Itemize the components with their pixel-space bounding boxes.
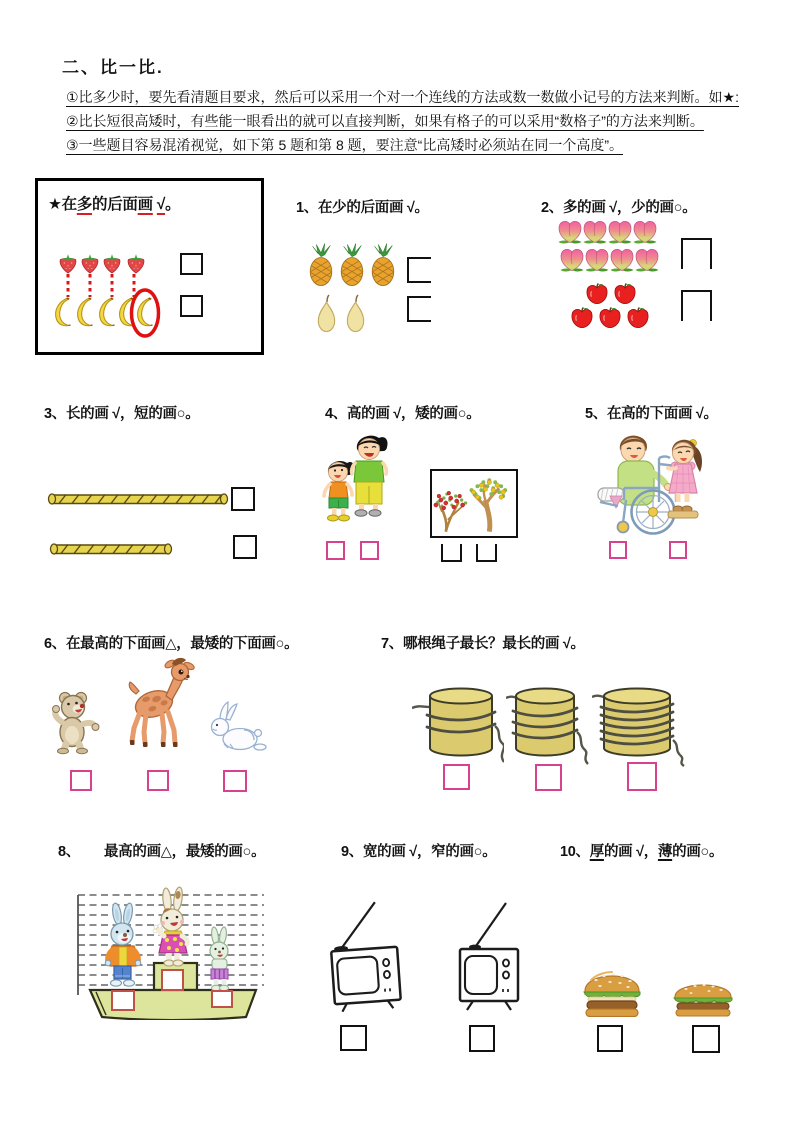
instruction-line-2: ②比长短很高矮时，有些能一眼看出的就可以直接判断，如果有格子的可以采用“数格子”的方法来判断。 — [66, 113, 704, 129]
apple-group — [566, 282, 656, 331]
answer-box[interactable] — [233, 535, 257, 559]
answer-box[interactable] — [535, 764, 562, 791]
rabbit-orange-jacket — [105, 902, 141, 986]
answer-box[interactable] — [180, 295, 203, 317]
answer-box[interactable] — [469, 1025, 495, 1052]
pear-icon — [318, 295, 334, 332]
answer-box[interactable] — [340, 1025, 367, 1051]
rabbit-striped-shorts — [210, 927, 229, 991]
two-boys-illustration — [320, 434, 390, 522]
question-2-label: 2、多的画 √，少的画○。 — [541, 200, 697, 216]
instruction-line-1: ①比多少时，要先看清题目要求，然后可以采用一个对一个连线的方法或数一数做小记号的方法来判断。如★: — [66, 89, 739, 105]
page-title: 二、比一比. — [62, 58, 164, 77]
example-star: ★ — [48, 196, 62, 213]
thick-hamburger-illustration — [582, 965, 642, 1017]
question-6-label: 6、在最高的下面画△，最矮的下面画○。 — [44, 636, 299, 652]
apple-icon — [587, 283, 607, 303]
peach-icon — [561, 249, 584, 271]
peach-icon — [584, 221, 607, 243]
two-trees-illustration — [432, 471, 515, 535]
apple-icon — [615, 283, 635, 303]
red-circle-mark — [132, 290, 159, 336]
question-1-label: 1、在少的后面画 √。 — [296, 200, 429, 216]
answer-box[interactable] — [407, 257, 431, 283]
answer-box[interactable] — [476, 544, 497, 562]
long-rope-illustration — [47, 490, 229, 508]
deer — [129, 658, 195, 747]
tall-fruit-tree — [470, 478, 508, 531]
example-prompt: ★在多的后面画 √。 — [48, 196, 181, 213]
pineapple-row — [306, 241, 398, 289]
peach-icon — [559, 221, 582, 243]
answer-box[interactable] — [681, 238, 712, 269]
animals-illustration — [48, 654, 276, 756]
answer-box[interactable] — [147, 770, 169, 791]
answer-box[interactable] — [669, 541, 687, 559]
apple-icon — [600, 307, 620, 327]
answer-box[interactable] — [211, 990, 233, 1008]
question-3-label: 3、长的画 √，短的画○。 — [44, 406, 200, 422]
question-9-label: 9、宽的画 √，窄的画○。 — [341, 844, 497, 860]
pineapple-icon — [310, 244, 331, 286]
question-7-label: 7、哪根绳子最长？最长的画 √。 — [381, 636, 585, 652]
peach-icon — [611, 249, 634, 271]
rabbit — [212, 702, 267, 750]
instruction-list — [66, 85, 739, 157]
rabbit-polka-dress — [153, 887, 187, 966]
drum-five-wraps — [592, 684, 690, 768]
peach-icon — [636, 249, 659, 271]
narrow-tv-illustration — [456, 898, 526, 1012]
peach-icon — [634, 221, 657, 243]
strawberry-icon — [82, 254, 98, 273]
answer-box[interactable] — [180, 253, 203, 275]
pineapple-icon — [341, 244, 362, 286]
pear-icon — [347, 295, 363, 332]
banana-icon — [78, 298, 93, 326]
thin-hamburger-illustration — [672, 977, 734, 1017]
banana-icon — [138, 298, 153, 326]
matching-dashed-lines — [68, 274, 134, 297]
question-8-label: 8、 最高的画△，最矮的画○。 — [58, 844, 266, 860]
strawberry-icon — [128, 254, 144, 273]
strawberry-icon — [60, 254, 76, 273]
answer-box[interactable] — [597, 1025, 623, 1052]
answer-box[interactable] — [441, 544, 462, 562]
answer-box[interactable] — [223, 770, 247, 792]
example-illustration — [50, 250, 192, 344]
answer-box[interactable] — [360, 541, 379, 560]
peach-icon — [609, 221, 632, 243]
short-boy — [324, 461, 354, 521]
strawberry-icon — [104, 254, 120, 273]
tall-boy — [352, 436, 388, 517]
wide-tv-illustration — [330, 898, 404, 1012]
wheelchair-front-wheel — [618, 522, 629, 533]
short-flowering-tree — [434, 491, 467, 531]
answer-box[interactable] — [111, 990, 135, 1011]
answer-box[interactable] — [326, 541, 345, 560]
answer-box[interactable] — [161, 969, 184, 991]
apple-icon — [572, 307, 592, 327]
apple-icon — [628, 307, 648, 327]
answer-box[interactable] — [231, 487, 255, 511]
answer-box[interactable] — [627, 762, 657, 791]
answer-box[interactable] — [70, 770, 92, 791]
instruction-line-3: ③一些题目容易混淆视觉，如下第 5 题和第 8 题，要注意“比高矮时必须站在同一个高度”。 — [66, 137, 624, 153]
drum-three-wraps — [506, 684, 590, 768]
drum-two-wraps — [412, 684, 504, 768]
tree-picture-frame — [430, 469, 518, 538]
banana-icon — [100, 298, 115, 326]
short-rope-illustration — [49, 540, 173, 558]
peach-icon — [586, 249, 609, 271]
answer-box[interactable] — [692, 1025, 720, 1053]
answer-box[interactable] — [407, 296, 431, 322]
question-5-label: 5、在高的下面画 √。 — [585, 406, 718, 422]
question-4-label: 4、高的画 √，矮的画○。 — [325, 406, 481, 422]
pear-row — [311, 292, 371, 336]
question-10-label: 10、厚的画 √，薄的画○。 — [560, 844, 724, 860]
answer-box[interactable] — [609, 541, 627, 559]
peach-group — [556, 220, 662, 276]
banana-icon — [56, 298, 71, 326]
answer-box[interactable] — [443, 764, 470, 790]
wheelchair-scene-illustration — [596, 430, 708, 540]
answer-box[interactable] — [681, 290, 712, 321]
bear-cub — [53, 693, 100, 754]
pineapple-icon — [372, 244, 393, 286]
